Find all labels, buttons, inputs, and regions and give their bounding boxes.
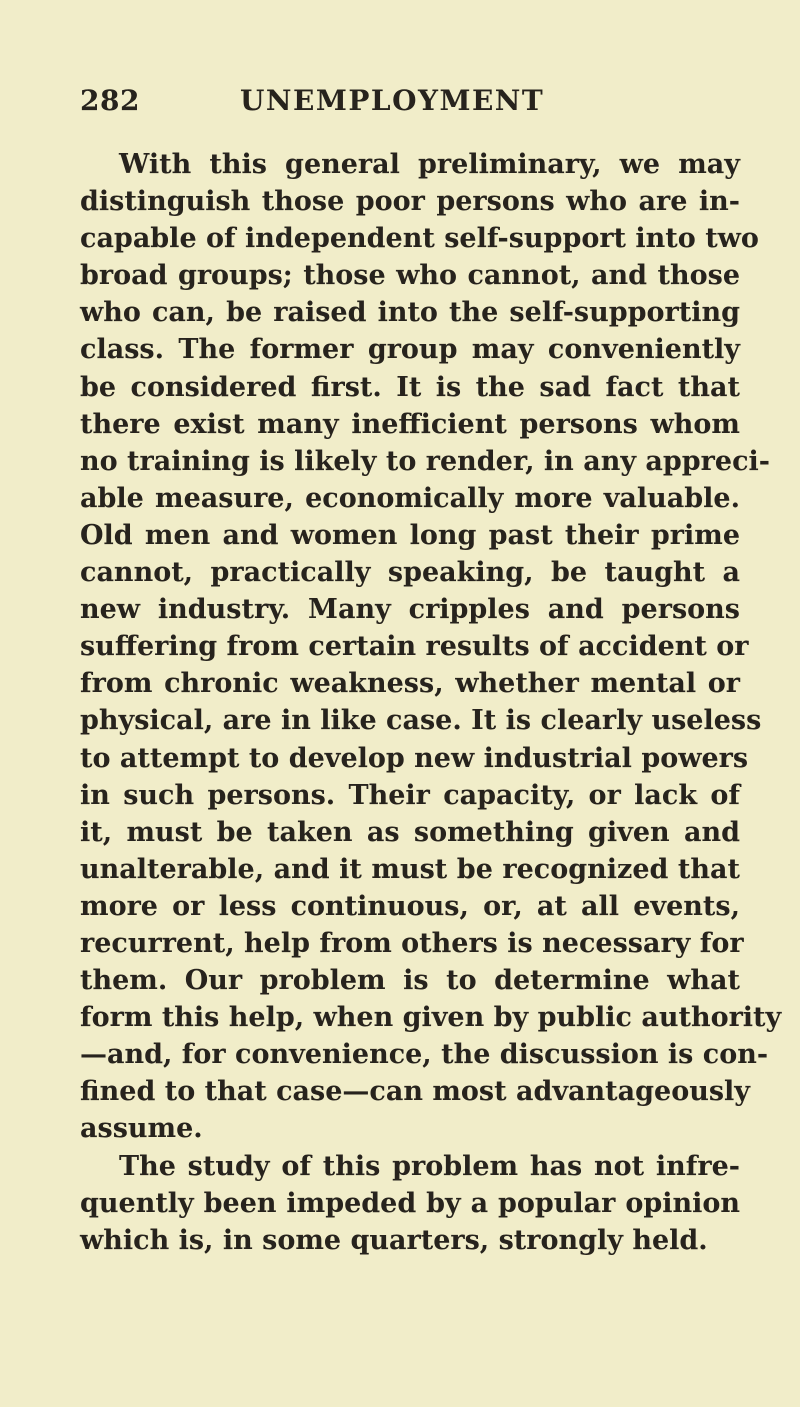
text-line: in such persons. Their capacity, or lack of [80, 779, 740, 811]
text-line: suffering from certain results of accident or [80, 631, 749, 663]
text-line: distinguish those poor persons who are in- [80, 186, 740, 218]
text-line: them. Our problem is to determine what [80, 965, 740, 997]
text-line: broad groups; those who cannot, and those [80, 260, 740, 292]
text-line: it, must be taken as something given and [80, 816, 740, 848]
text-line: be considered first. It is the sad fact that [80, 371, 740, 403]
text-line: assume. [80, 1113, 203, 1145]
text-line: able measure, economically more valuable. [80, 482, 740, 514]
text-line: new industry. Many cripples and persons [80, 594, 740, 626]
text-line: to attempt to develop new industrial powers [80, 742, 749, 774]
page-number: 282 [80, 84, 140, 117]
running-title: UNEMPLOYMENT [240, 84, 545, 117]
text-line: from chronic weakness, whether mental or [80, 668, 740, 700]
text-line: physical, are in like case. It is clearly useless [80, 705, 762, 737]
text-line: capable of independent self-support into two [80, 223, 759, 255]
text-line: fined to that case—can most advantageously [80, 1076, 750, 1108]
text-line: who can, be raised into the self-supporting [80, 297, 740, 329]
paragraph [80, 1148, 740, 1259]
text-line: The study of this problem has not infre- [119, 1150, 740, 1182]
text-line: there exist many inefficient persons whom [80, 408, 740, 440]
text-line: which is, in some quarters, strongly held. [80, 1224, 708, 1256]
text-line: more or less continuous, or, at all events, [80, 890, 740, 922]
text-line: recurrent, help from others is necessary for [80, 927, 744, 959]
text-line: unalterable, and it must be recognized that [80, 853, 740, 885]
text-line: quently been impeded by a popular opinion [80, 1187, 740, 1219]
text-line: Old men and women long past their prime [80, 519, 740, 551]
text-line: no training is likely to render, in any appreci- [80, 445, 770, 477]
body-text [80, 146, 782, 1259]
paragraph [80, 146, 782, 1148]
text-line: cannot, practically speaking, be taught a [80, 557, 740, 589]
page-header [80, 84, 740, 124]
text-line: With this general preliminary, we may [119, 149, 740, 180]
text-line: form this help, when given by public authority [80, 1002, 782, 1034]
text-line: —and, for convenience, the discussion is con- [80, 1039, 769, 1071]
text-line: class. The former group may conveniently [80, 334, 740, 366]
